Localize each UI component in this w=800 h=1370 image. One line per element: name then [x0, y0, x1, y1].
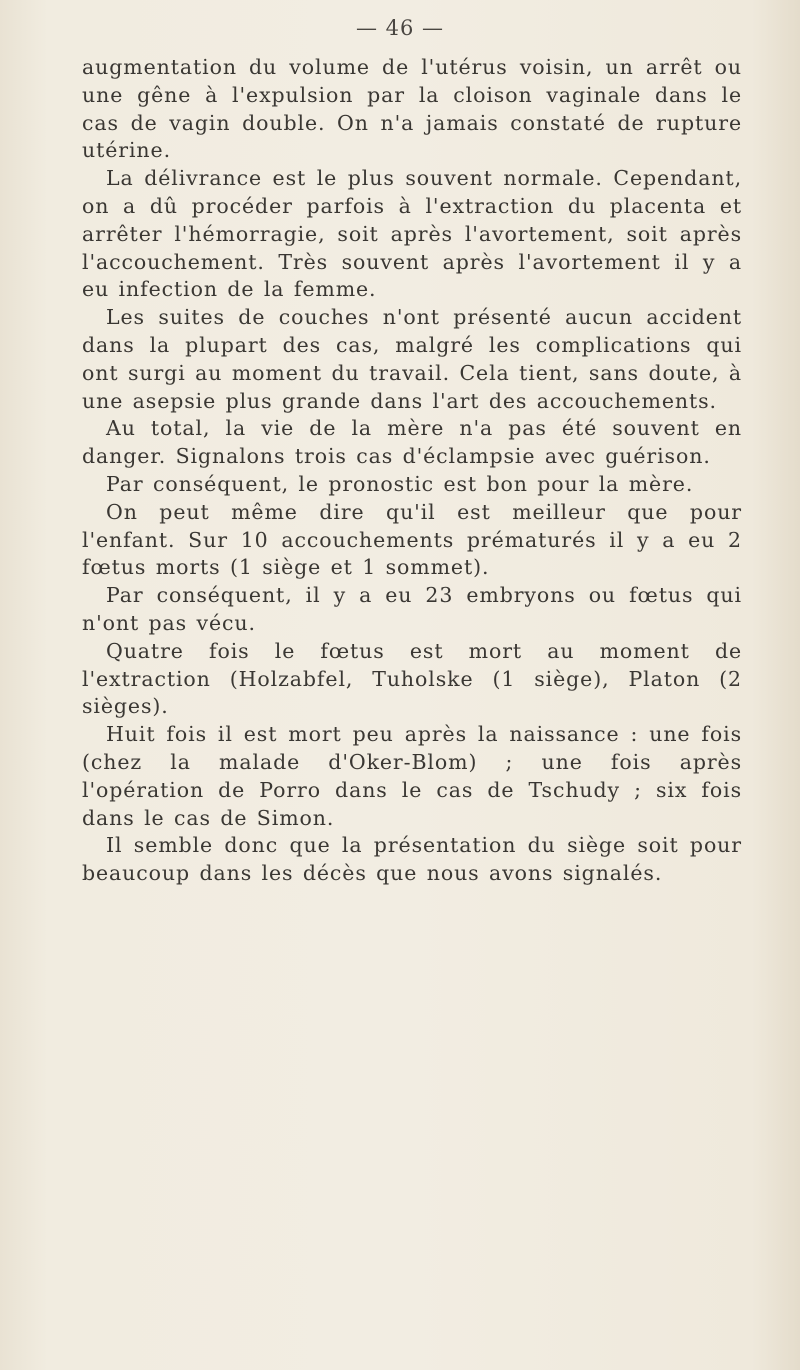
paragraph-embryons: Par conséquent, il y a eu 23 embryons ou fœtus qui n'ont pas vécu. — [82, 583, 742, 635]
paragraph-delivrance: La délivrance est le plus souvent normale. Cependant, on a dû procéder parfois à l'extraction du placenta et arrêter l'hémorragie, soit après l'avortement, soit après l'accouchement. Très souvent après l'avortement il y a eu infection de la femme. — [82, 166, 742, 302]
paragraph-mort-naissance: Huit fois il est mort peu après la naissance : une fois (chez la malade d'Oker-Blom) ; une fois après l'opération de Porro dans le cas de Tschudy ; six fois dans le cas de Simon. — [82, 722, 742, 830]
paragraph-conclusion: Il semble donc que la présentation du siège soit pour beaucoup dans les décès que nous avons signalés. — [82, 833, 742, 886]
paragraph-pronostic-enfant: On peut même dire qu'il est meilleur que pour l'enfant. Sur 10 accouchements prématurés il y a eu 2 fœtus morts (1 siège et 1 sommet). — [82, 499, 742, 580]
page-number: — 46 — — [355, 16, 445, 40]
paragraph-pronostic-mere: Par conséquent, le pronostic est bon pour la mère. — [106, 471, 694, 496]
paragraph-suites-de-couches: Les suites de couches n'ont présenté aucun accident dans la plupart des cas, malgré les complications qui ont surgi au moment du travail. Cela tient, sans doute, à une asepsie plus grande dans l'art des accouchements. — [82, 305, 742, 413]
paragraph-continuation: augmentation du volume de l'utérus voisin, un arrêt ou une gêne à l'expulsion par la cloison vaginale dans le cas de vagin double. On n'a jamais constaté de rupture utérine. — [82, 55, 742, 163]
paragraph-vie-de-la-mere: Au total, la vie de la mère n'a pas été souvent en danger. Signalons trois cas d'éclampsie avec guérison. — [82, 416, 742, 469]
page-body — [82, 54, 742, 888]
paragraph-mort-extraction: Quatre fois le fœtus est mort au moment de l'extraction (Holzabfel, Tuholske (1 siège), Platon (2 sièges). — [82, 638, 742, 719]
